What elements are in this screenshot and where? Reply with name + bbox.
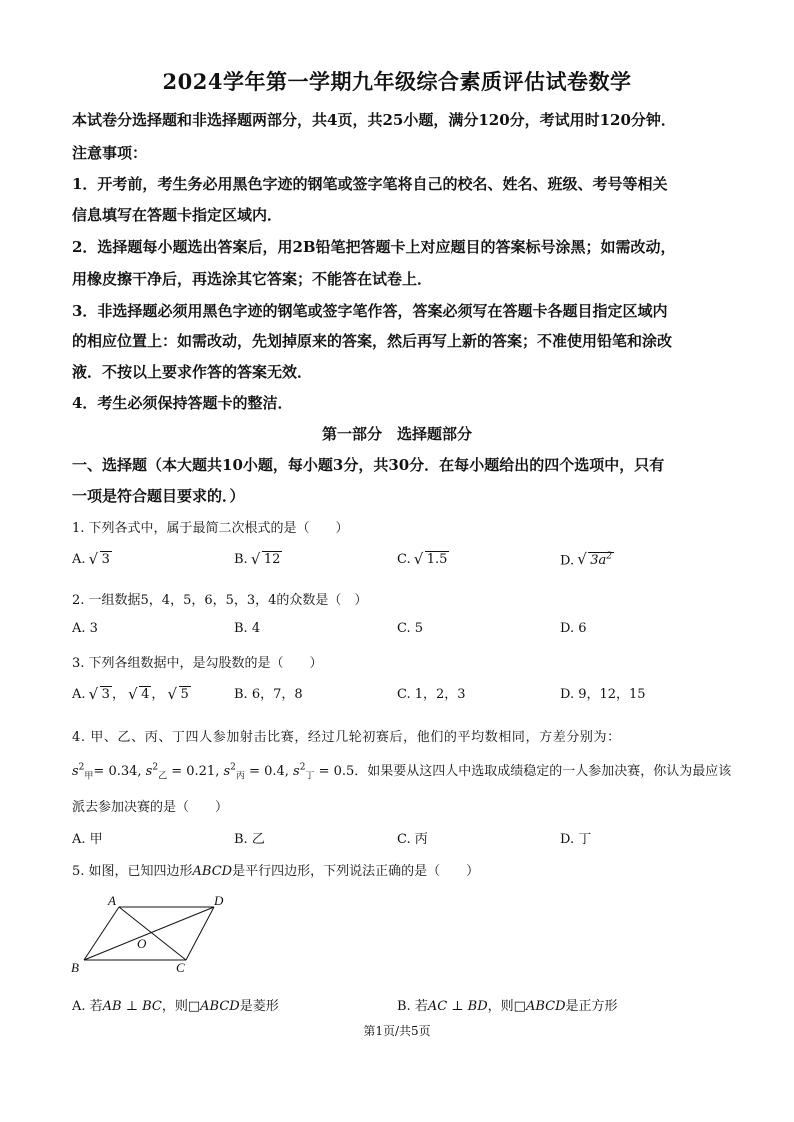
q3-option-b: B. 6，7，8: [234, 687, 303, 702]
variance-value-ding: = 0.5: [314, 764, 355, 779]
q4-option-b: B. 乙: [234, 832, 265, 847]
sqrt-symbol: [90, 687, 112, 702]
q5-option-b-mid: ，则: [487, 999, 514, 1014]
q3-stem: 3. 下列各组数据中，是勾股数的是（ ）: [72, 656, 323, 671]
note-3-line-3: 液．不按以上要求作答的答案无效．: [72, 363, 313, 381]
note-1-line-1: 1．开考前，考生务必用黑色字迹的钢笔或签字笔将自己的校名、姓名、班级、考号等相关: [72, 175, 668, 193]
variance-symbol: s: [145, 764, 153, 779]
q5-option-a: [72, 995, 279, 1014]
edge-dc: [186, 907, 214, 960]
q2-stem: 2. 一组数据5，4，5，6，5，3，4的众数是（ ）: [72, 593, 368, 608]
sqrt-symbol: [252, 552, 283, 567]
variance-exp: 2: [230, 762, 236, 773]
section-title: 第一部分 选择题部分: [321, 425, 472, 443]
q3-radicand-3: 5: [180, 687, 189, 702]
parallelogram-symbol: □: [187, 999, 201, 1014]
variance-sub-yi: 乙: [158, 771, 168, 782]
edge-ba: [84, 907, 119, 960]
variance-exp: 2: [78, 762, 85, 773]
q4-line-1: 4. 甲、乙、丙、丁四人参加射击比赛，经过几轮初赛后，他们的平均数相同，方差分别为：: [72, 730, 621, 745]
q3-option-d: D. 9，12，15: [560, 687, 646, 702]
q4-option-a: A. 甲: [72, 832, 103, 847]
variance-exp: 2: [152, 762, 159, 773]
variance-value-bing: = 0.4,: [244, 764, 289, 779]
q3-option-a: A. √ 3 ， √ 4 ， √ 5: [72, 683, 191, 702]
diagonal-ac: [119, 907, 186, 960]
page-title: 2024学年第一学期九年级综合素质评估试卷数学: [162, 69, 632, 94]
q1-option-d-radicand: [588, 552, 614, 568]
q1-option-c: [397, 552, 449, 567]
point-b-label: B: [71, 960, 79, 975]
q5-option-b: [397, 995, 618, 1014]
note-3-line-2: 的相应位置上：如需改动，先划掉原来的答案，然后再写上新的答案；不准使用铅笔和涂改: [72, 332, 673, 350]
q5-option-b-var: ABCD: [525, 999, 566, 1014]
q3-radicand-2: 4: [141, 687, 150, 702]
sqrt-symbol: [169, 687, 191, 702]
variance-value-yi: = 0.21,: [167, 764, 220, 779]
q1-option-b-label: B.: [234, 552, 248, 567]
q1-option-a-label: A.: [72, 552, 86, 567]
parallelogram-figure: [66, 890, 236, 976]
q2-option-d: D. 6: [560, 621, 587, 636]
q2-option-c: C. 5: [397, 621, 424, 636]
parallelogram-symbol: □: [513, 999, 526, 1014]
sqrt-symbol: [578, 552, 614, 568]
q5-option-b-math: AC ⊥ BD: [427, 999, 488, 1014]
q1-option-a-radicand: 3: [101, 552, 110, 567]
q1-option-a: [72, 552, 112, 567]
point-o-label: O: [137, 936, 147, 951]
section-desc-line-1: 一、选择题（本大题共10小题，每小题3分，共30分．在每小题给出的四个选项中，只有: [72, 456, 665, 474]
sqrt-symbol: [129, 687, 151, 702]
q4-line-2: [72, 760, 731, 782]
variance-symbol: s: [72, 764, 79, 779]
q3-option-c: C. 1，2，3: [397, 687, 466, 702]
q4-line-3: 派去参加决赛的是（ ）: [72, 800, 229, 815]
variance-symbol: s: [293, 764, 300, 779]
intro-text: 本试卷分选择题和非选择题两部分，共4页，共25小题，满分120分，考试用时120分钟．: [72, 111, 676, 129]
q5-option-b-pre: B. 若: [397, 999, 428, 1014]
q4-line-2-rest: ．如果要从这四人中选取成绩稳定的一人参加决赛，你认为最应该: [354, 764, 732, 779]
q2-option-a: A. 3: [72, 621, 98, 636]
diagonal-bd: [84, 907, 214, 960]
variance-symbol: s: [223, 764, 231, 779]
q5-option-a-mid: ，则: [161, 999, 188, 1014]
variance-exp: 2: [299, 762, 306, 773]
q3-option-a-label: A.: [72, 687, 86, 702]
point-d-label: D: [214, 893, 224, 908]
sqrt-symbol: [415, 552, 450, 567]
q2-option-b: B. 4: [234, 621, 261, 636]
q1-option-c-radicand: 1.5: [426, 552, 448, 567]
sqrt-symbol: [90, 552, 112, 567]
note-3-line-1: 3．非选择题必须用黑色字迹的钢笔或签字笔作答，答案必须写在答题卡各题目指定区域内: [72, 302, 668, 320]
q5-option-a-pre: A. 若: [72, 999, 103, 1014]
q1-option-d-label: D.: [560, 553, 575, 569]
variance-sub-ding: 丁: [305, 771, 315, 782]
notice-heading: 注意事项：: [72, 144, 148, 162]
q1-option-d: [560, 552, 614, 568]
q5-stem-var: ABCD: [192, 864, 233, 879]
q1-option-c-label: C.: [397, 552, 411, 567]
q4-option-d: D. 丁: [560, 832, 592, 847]
q5-option-a-var: ABCD: [200, 999, 240, 1014]
q5-option-a-post: 是菱形: [239, 999, 279, 1014]
point-c-label: C: [176, 960, 185, 975]
q5-stem-pre: 5. 如图，已知四边形: [72, 864, 193, 879]
section-desc-line-2: 一项是符合题目要求的．）: [72, 487, 245, 505]
q1-option-d-exponent: 2: [606, 552, 612, 562]
q1-stem: 1. 下列各式中，属于最简二次根式的是（ ）: [72, 521, 349, 536]
page-footer: 第1页/共5页: [363, 1024, 431, 1038]
q1-option-b: [234, 552, 282, 567]
note-4-line-1: 4．考生必须保持答题卡的整洁．: [72, 394, 293, 412]
point-a-label: A: [108, 893, 116, 908]
note-1-line-2: 信息填写在答题卡指定区域内．: [72, 206, 283, 224]
q1-option-b-radicand: 12: [263, 552, 281, 567]
variance-sub-jia: 甲: [84, 771, 94, 782]
q1-option-d-base: 3a: [590, 553, 607, 569]
q3-radicand-1: 3: [101, 687, 110, 702]
q5-stem: [72, 860, 479, 879]
note-2-line-2: 用橡皮擦干净后，再选涂其它答案；不能答在试卷上．: [72, 270, 433, 288]
q4-option-c: C. 丙: [397, 832, 428, 847]
q5-stem-post: 是平行四边形，下列说法正确的是（ ）: [232, 864, 480, 879]
variance-sub-bing: 丙: [235, 771, 245, 782]
q5-option-a-math: AB ⊥ BC: [102, 999, 162, 1014]
q5-option-b-post: 是正方形: [565, 999, 618, 1014]
variance-value-jia: = 0.34,: [93, 764, 142, 779]
note-2-line-1: 2．选择题每小题选出答案后，用2B铅笔把答题卡上对应题目的答案标号涂黑；如需改动，: [72, 238, 676, 256]
